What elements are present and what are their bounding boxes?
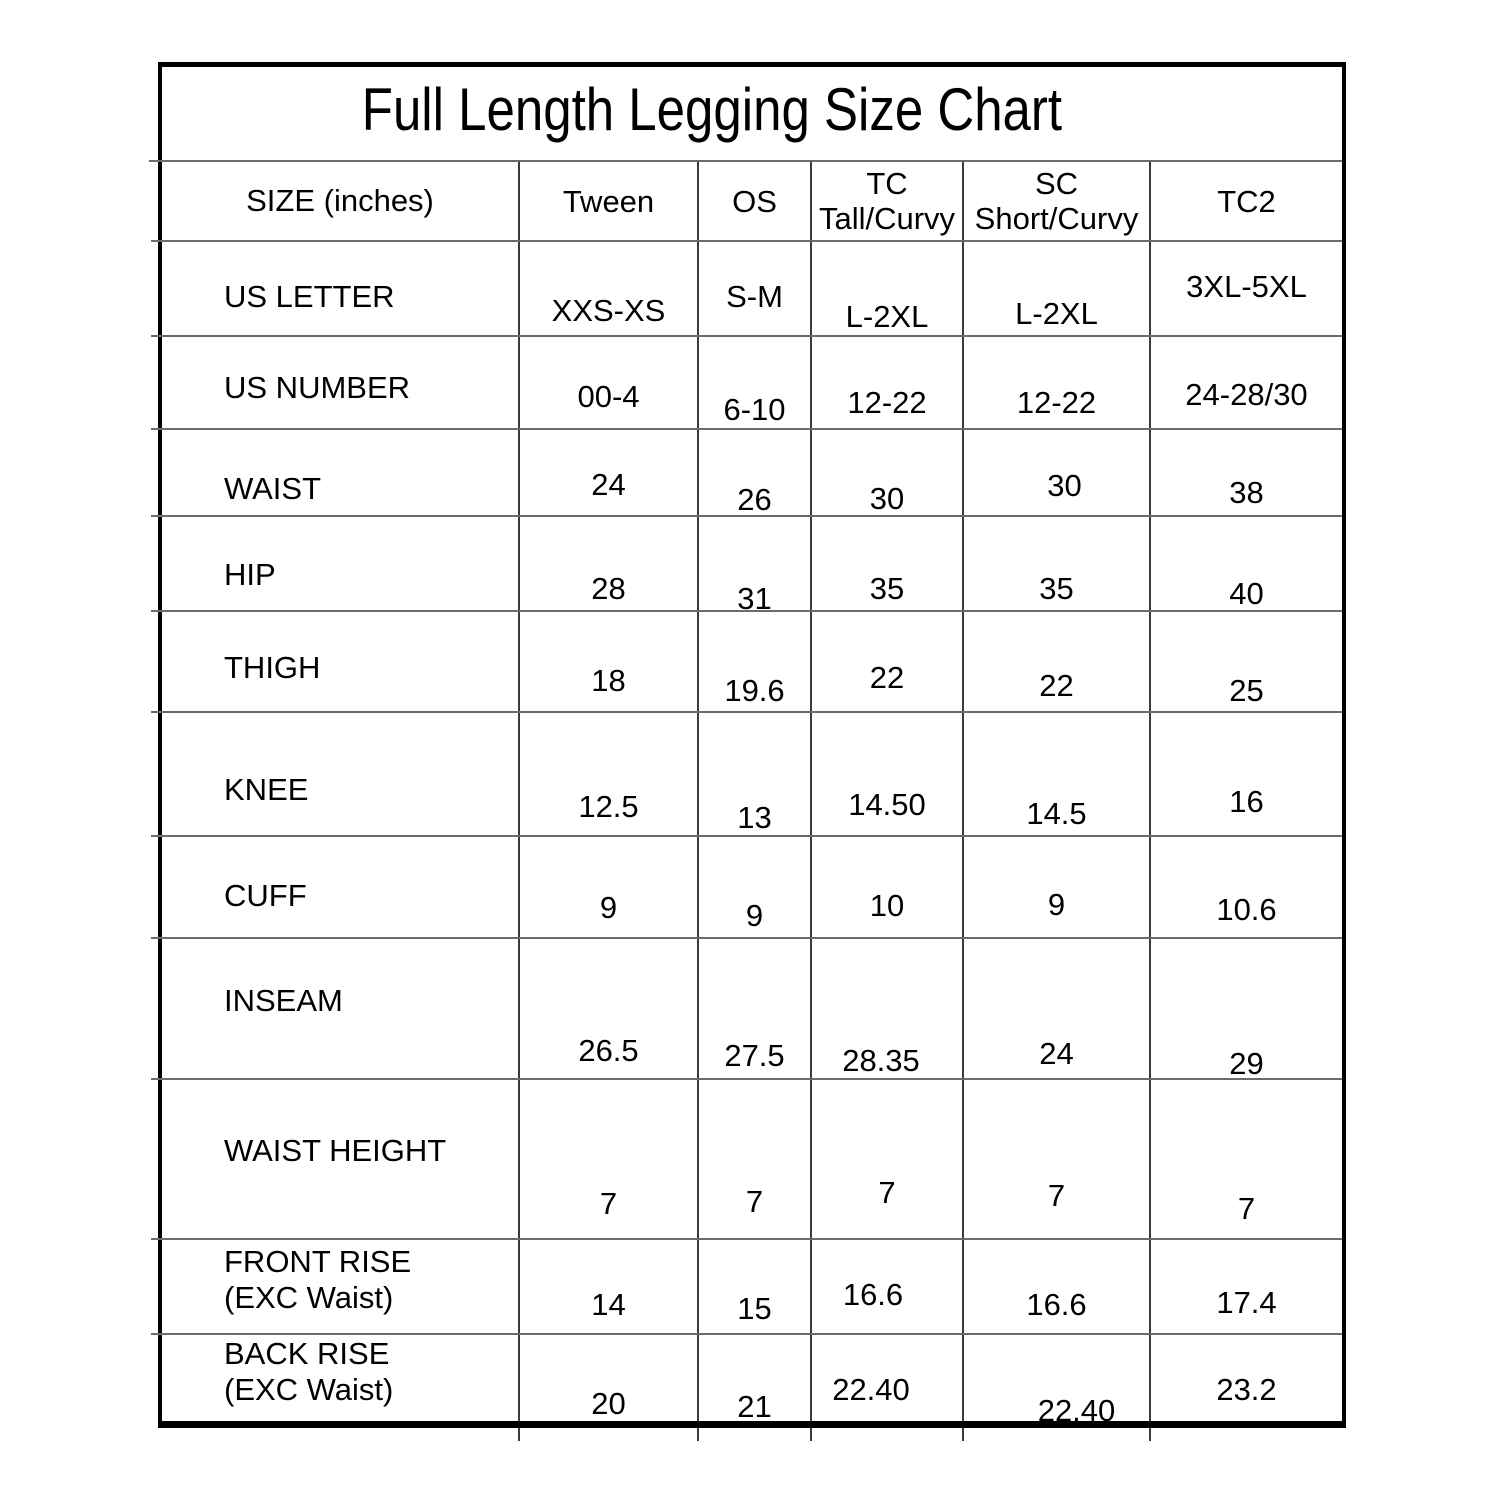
table-cell [520, 612, 699, 711]
table-cell [964, 1335, 1151, 1428]
row-label: US LETTER [162, 242, 520, 335]
cell-value: 10.6 [1216, 892, 1277, 927]
table-cell [520, 430, 699, 515]
table-cell [520, 1080, 699, 1238]
cell-value: 10 [869, 888, 905, 923]
table-cell [520, 1335, 699, 1421]
table-cell [964, 939, 1151, 1078]
table-header-row [162, 162, 1342, 242]
grid-tick [518, 1428, 520, 1441]
cell-value: 22.40 [832, 1372, 910, 1407]
corner-header-label: SIZE (inches) [246, 183, 434, 218]
cell-value: 25 [1229, 672, 1264, 708]
row-label: KNEE [162, 713, 520, 835]
table-cell [520, 242, 699, 335]
cell-value: 9 [1047, 887, 1066, 922]
corner-header [162, 162, 520, 240]
table-cell [520, 939, 699, 1078]
page-title: Full Length Legging Size Chart [361, 76, 1063, 143]
table-row-front-rise [162, 1240, 1342, 1335]
cell-value: 35 [1039, 570, 1074, 606]
cell-value: 7 [878, 1175, 896, 1210]
chart-title-row [162, 67, 1342, 162]
cell-value: 28 [591, 570, 626, 606]
cell-value: 30 [869, 480, 905, 516]
table-cell [520, 837, 699, 937]
table-cell [1151, 713, 1342, 835]
row-label: WAIST [162, 430, 520, 515]
cell-value: L-2XL [1015, 295, 1098, 331]
size-chart-table [158, 62, 1346, 1428]
table-cell [699, 837, 812, 937]
table-cell [1151, 517, 1342, 610]
table-cell [964, 242, 1151, 335]
table-cell [520, 517, 699, 610]
table-cell [812, 517, 964, 610]
table-row-us-letter [162, 242, 1342, 337]
cell-value: 23.2 [1216, 1372, 1277, 1407]
cell-value: 22 [1039, 667, 1074, 703]
column-header-line1: TC2 [1217, 183, 1276, 219]
cell-value: XXS-XS [551, 292, 666, 328]
grid-tick [697, 1428, 699, 1441]
table-cell [964, 430, 1151, 515]
table-cell [964, 713, 1151, 835]
grid-tick [962, 1428, 964, 1441]
cell-value: 22 [869, 659, 905, 695]
cell-value: 28.35 [842, 1042, 920, 1078]
column-header-os [699, 162, 812, 240]
table-cell [812, 337, 964, 428]
column-header-line1: SC [1034, 166, 1079, 201]
table-cell [1151, 337, 1342, 428]
table-cell [699, 612, 812, 711]
cell-value: 7 [745, 1184, 764, 1219]
column-header-line1: Tween [562, 183, 655, 219]
row-label: BACK RISE (EXC Waist) [162, 1335, 520, 1421]
cell-value: 14.5 [1026, 796, 1087, 831]
cell-value: 16 [1229, 784, 1264, 819]
table-cell [964, 612, 1151, 711]
table-cell [1151, 939, 1342, 1081]
row-label: WAIST HEIGHT [162, 1080, 520, 1238]
table-cell [812, 1240, 964, 1333]
table-row-thigh [162, 612, 1342, 713]
cell-value: 15 [737, 1290, 772, 1326]
cell-value: 12.5 [578, 789, 639, 824]
cell-value: 3XL-5XL [1186, 268, 1307, 304]
cell-value: 24-28/30 [1185, 376, 1308, 412]
table-row-waist-height [162, 1080, 1342, 1240]
cell-value: 31 [737, 580, 772, 616]
cell-value: 6-10 [723, 391, 786, 427]
table-cell [520, 1240, 699, 1333]
table-cell [812, 1335, 964, 1421]
table-cell [699, 430, 812, 515]
cell-value: 30 [1047, 467, 1082, 503]
column-header-tc2 [1151, 162, 1342, 240]
cell-value: 20 [591, 1386, 626, 1421]
table-cell [1151, 1080, 1342, 1238]
table-cell [1151, 612, 1342, 711]
cell-value: 26 [737, 481, 772, 517]
column-header-tc [812, 162, 964, 240]
table-cell [1151, 1335, 1342, 1421]
column-header-line1: OS [732, 183, 777, 219]
column-header-sc [964, 162, 1151, 240]
cell-value: 38 [1229, 474, 1264, 510]
table-cell [1151, 242, 1342, 335]
table-row-waist [162, 430, 1342, 517]
cell-value: 17.4 [1216, 1284, 1277, 1320]
cell-value: 21 [737, 1389, 772, 1424]
table-row-knee [162, 713, 1342, 837]
grid-tick [810, 1428, 812, 1441]
table-cell [520, 713, 699, 835]
cell-value: 22.40 [1037, 1393, 1116, 1428]
table-cell [699, 517, 812, 616]
row-label: THIGH [162, 612, 520, 711]
cell-value: 7 [1047, 1178, 1066, 1213]
table-cell [812, 1080, 964, 1238]
cell-value: 24 [1039, 1035, 1074, 1071]
cell-value: 9 [599, 890, 618, 925]
table-cell [812, 939, 964, 1078]
table-cell [812, 713, 964, 835]
table-cell [812, 430, 964, 515]
table-cell [812, 837, 964, 937]
column-header-line2: Tall/Curvy [818, 201, 956, 236]
cell-value: 12-22 [847, 384, 927, 420]
row-label: CUFF [162, 837, 520, 937]
cell-value: 9 [745, 898, 764, 933]
table-cell [964, 1240, 1151, 1333]
table-cell [812, 612, 964, 711]
cell-value: 29 [1229, 1045, 1264, 1081]
cell-value: 14.50 [848, 787, 926, 822]
row-label: US NUMBER [162, 337, 520, 428]
cell-value: 13 [737, 800, 772, 835]
table-row-back-rise [162, 1335, 1342, 1428]
table-cell [1151, 430, 1342, 515]
cell-value: 16.6 [1026, 1286, 1087, 1322]
cell-value: 24 [591, 466, 626, 502]
table-cell [520, 337, 699, 428]
table-cell [964, 517, 1151, 610]
table-cell [699, 242, 812, 335]
table-cell [964, 837, 1151, 937]
cell-value: S-M [726, 278, 783, 314]
row-label: HIP [162, 517, 520, 610]
column-header-line2: Short/Curvy [974, 201, 1139, 236]
cell-value: 7 [1237, 1191, 1256, 1226]
cell-value: 14 [591, 1286, 626, 1322]
table-cell [964, 337, 1151, 428]
cell-value: 7 [599, 1186, 618, 1221]
table-cell [699, 337, 812, 428]
table-row-us-number [162, 337, 1342, 430]
cell-value: L-2XL [845, 298, 929, 334]
cell-value: 19.6 [724, 672, 785, 708]
column-header-line1: TC [866, 166, 908, 201]
table-cell [812, 242, 964, 335]
table-row-hip [162, 517, 1342, 616]
table-cell [699, 1080, 812, 1238]
cell-value: 18 [591, 662, 626, 698]
table-row-cuff [162, 837, 1342, 939]
grid-tick [1149, 1428, 1151, 1441]
table-cell [1151, 1240, 1342, 1333]
table-cell [1151, 837, 1342, 937]
table-cell [699, 1335, 812, 1424]
table-cell [964, 1080, 1151, 1238]
cell-value: 27.5 [724, 1037, 785, 1073]
cell-value: 12-22 [1016, 384, 1097, 420]
cell-value: 40 [1229, 575, 1264, 611]
row-label: INSEAM [162, 939, 520, 1078]
cell-value: 35 [869, 570, 905, 606]
table-cell [699, 713, 812, 835]
cell-value: 00-4 [577, 378, 640, 414]
cell-value: 26.5 [578, 1032, 639, 1068]
table-row-inseam [162, 939, 1342, 1080]
table-cell [699, 1240, 812, 1333]
column-header-tween [520, 162, 699, 240]
cell-value: 16.6 [842, 1276, 904, 1312]
table-cell [699, 939, 812, 1078]
row-label: FRONT RISE (EXC Waist) [162, 1240, 520, 1333]
